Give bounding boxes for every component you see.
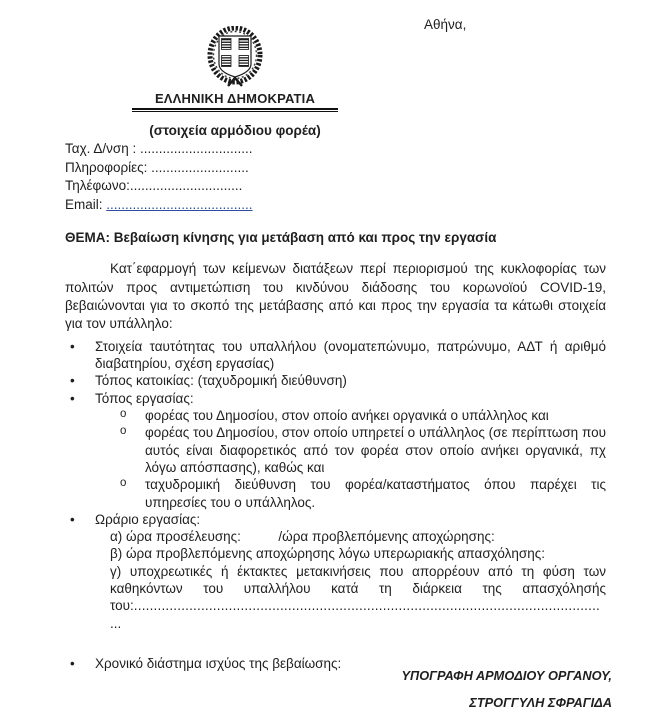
- address-dotted-field: ..............................: [140, 141, 253, 156]
- intro-paragraph: Κατ΄εφαρμογή των κείμενων διατάξεων περί περιορισμού της κυκλοφορίας των πολιτών προς αντιμετώπιση του κινδύνου διάδοσης του κορωνοϊού COVID-19, βεβαιώνονται για το σκοπό της μετάβασης από και προς την εργασία τα κάτωθι στοιχεία για τον υπάλληλο:: [65, 261, 606, 332]
- subject-line: ΘΕΜΑ: Βεβαίωση κίνησης για μετάβαση από και προς την εργασία: [65, 230, 497, 245]
- bullet-identity: • Στοιχεία ταυτότητας του υπαλλήλου (ονοματεπώνυμο, πατρώνυμο, ΑΔΤ ή αριθμό διαβατηρίου, σχέση εργασίας): [65, 338, 606, 373]
- document-body: [65, 229, 606, 672]
- info-dotted-field: ..........................: [151, 159, 249, 175]
- signature-line-seal: ΣΤΡΟΓΓΥΛΗ ΣΦΡΑΓΙΔΑ: [469, 695, 612, 710]
- phone-label: Τηλέφωνο:: [65, 178, 130, 193]
- main-bullet-list: [65, 338, 606, 528]
- bullet-validity: • Χρονικό διάστημα ισχύος της βεβαίωσης:: [65, 655, 606, 672]
- schedule-line-duty-moves: [65, 563, 606, 615]
- bullet-residence: • Τόπος κατοικίας: (ταχυδρομική διεύθυνση): [65, 372, 606, 389]
- schedule-line-arrival: α) ώρα προσέλευσης: /ώρα προβλεπόμενης αποχώρησης:: [110, 529, 495, 545]
- email-label: Email:: [65, 196, 107, 212]
- contact-phone-row: [65, 177, 253, 196]
- info-label: Πληροφορίες:: [65, 159, 152, 175]
- duty-moves-dotted-field: ......................................................................................................................: [133, 598, 600, 614]
- signature-line-authority: ΥΠΟΓΡΑΦΗ ΑΡΜΟΔΙΟΥ ΟΡΓΑΝΟΥ,: [401, 668, 612, 683]
- phone-dotted-field: ..............................: [129, 178, 243, 193]
- duty-moves-text: γ) υποχρεωτικές ή έκτακτες μετακινήσεις που απορρέουν από τη φύση των καθηκόντων του υπαλλήλου κατά τη διάρκεια της απασχόλησής του:: [110, 563, 606, 614]
- city-date-line: Αθήνα,: [424, 17, 467, 32]
- contact-address-row: [65, 140, 253, 159]
- contact-email-row: [65, 196, 253, 215]
- greek-coat-of-arms-icon: [75, 26, 395, 90]
- address-label: Ταχ. Δ/νση :: [65, 141, 141, 156]
- header-divider: [132, 108, 338, 112]
- bullet-schedule: • Ωράριο εργασίας:: [65, 511, 606, 528]
- contact-block: [65, 140, 253, 214]
- contact-info-row: [65, 159, 253, 178]
- schedule-line-overtime: β) ώρα προβλεπόμενης αποχώρησης λόγω υπερωριακής απασχόλησης:: [110, 546, 545, 562]
- sub-bullet-postal-address: o ταχυδρομική διεύθυνση του φορέα/καταστήματος όπου παρέχει τις υπηρεσίες του ο υπάλληλος.: [65, 476, 606, 511]
- email-dotted-field: .......................................: [106, 196, 253, 212]
- republic-title: ΕΛΛΗΝΙΚΗ ΔΗΜΟΚΡΑΤΙΑ: [154, 91, 316, 106]
- sub-bullet-serving-agency: o φορέας του Δημοσίου, στον οποίο υπηρετεί ο υπάλληλος (σε περίπτωση που αυτός είναι διαφορετικός από τον φορέα στον οποίο ανήκει οργανικά, πχ λόγω απόσπασης), καθώς και: [65, 424, 606, 476]
- signature-block: [401, 662, 612, 716]
- agency-placeholder: (στοιχεία αρμόδιου φορέα): [149, 123, 321, 138]
- government-header: [75, 26, 395, 138]
- ellipsis-continuation: ...: [110, 615, 122, 631]
- bullet-workplace: • Τόπος εργασίας:: [65, 390, 606, 407]
- sub-bullet-organic-agency: o φορέας του Δημοσίου, στον οποίο ανήκει οργανικά ο υπάλληλος και: [65, 407, 606, 424]
